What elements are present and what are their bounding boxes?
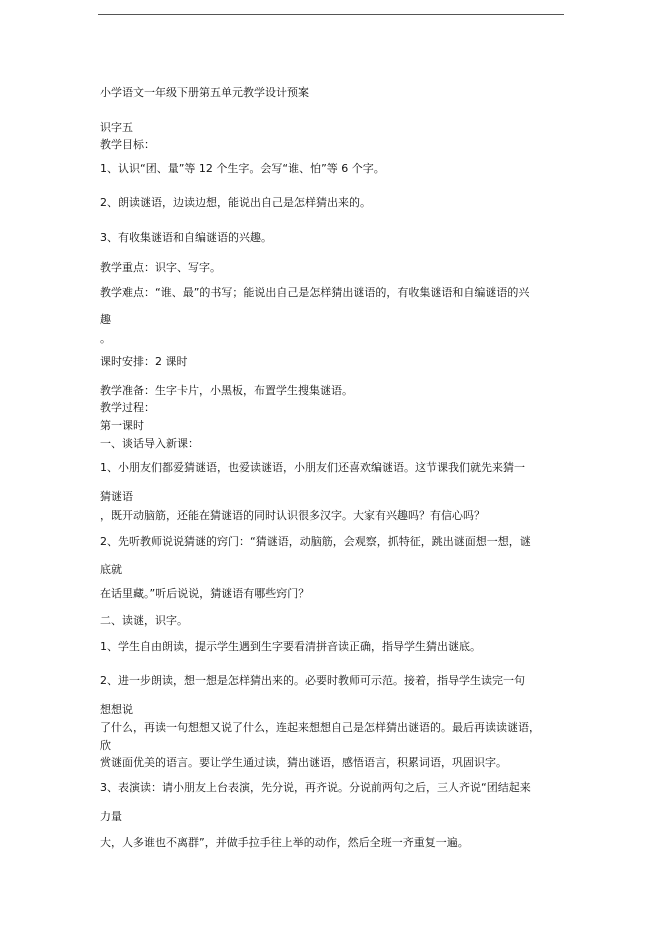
objective-3: 3、有收集谜语和自编谜语的兴趣。 bbox=[100, 231, 272, 244]
step-1-2-cont: 底就 bbox=[100, 563, 122, 576]
objective-2: 2、朗读谜语，边读边想，能说出自己是怎样猜出来的。 bbox=[100, 196, 371, 209]
preparation: 教学准备：生字卡片，小黑板，布置学生搜集谜语。 bbox=[100, 384, 353, 397]
step-2-2-cont4: 赏谜面优美的语言。要让学生通过读，猜出谜语，感悟语言，积累词语，巩固识字。 bbox=[100, 756, 507, 769]
step-2-2: 2、进一步朗读，想一想是怎样猜出来的。必要时教师可示范。接着，指导学生读完一句 bbox=[100, 674, 525, 687]
header-rule bbox=[98, 14, 564, 15]
first-period-heading: 第一课时 bbox=[100, 419, 144, 432]
step-1-1-cont: 猜谜语 bbox=[100, 490, 133, 503]
section-2-heading: 二、读谜，识字。 bbox=[100, 614, 188, 627]
step-2-2-cont: 想想说 bbox=[100, 703, 133, 716]
step-2-3-cont: 力量 bbox=[100, 810, 122, 823]
objective-1: 1、认识“团、量”等 12 个生字。会写“谁、怕”等 6 个字。 bbox=[100, 162, 385, 175]
step-1-1: 1、小朋友们都爱猜谜语，也爱读谜语，小朋友们还喜欢编谜语。这节课我们就先来猜一 bbox=[100, 461, 525, 474]
step-1-2: 2、先听教师说说猜谜的窍门：“猜谜语，动脑筋，会观察，抓特征，跳出谜面想一想，谜 bbox=[100, 535, 531, 548]
key-points: 教学重点：识字、写字。 bbox=[100, 261, 221, 274]
step-2-3-cont2: 大，人多谁也不离群”，并做手拉手往上举的动作，然后全班一齐重复一遍。 bbox=[100, 836, 469, 849]
process-heading: 教学过程： bbox=[100, 401, 155, 414]
step-2-2-cont3: 欣 bbox=[100, 739, 111, 752]
step-2-3: 3、表演读：请小朋友上台表演，先分说，再齐说。分说前两句之后，三人齐说“团结起来 bbox=[100, 781, 531, 794]
document-title: 小学语文一年级下册第五单元教学设计预案 bbox=[100, 86, 309, 99]
step-2-2-cont2: 了什么，再读一句想想又说了什么，连起来想想自己是怎样猜出谜语的。最后再读读谜语， bbox=[100, 721, 540, 734]
step-1-1-cont2: ，既开动脑筋，还能在猜谜语的同时认识很多汉字。大家有兴趣吗？有信心吗？ bbox=[100, 509, 485, 522]
step-1-2-cont2: 在话里藏。”听后说说，猜谜语有哪些窍门？ bbox=[100, 587, 310, 600]
difficulties: 教学难点：“谁、最”的书写；能说出自己是怎样猜出谜语的，有收集谜语和自编谜语的兴 bbox=[100, 286, 530, 299]
objectives-heading: 教学目标： bbox=[100, 138, 155, 151]
section-1-heading: 一、谈话导入新课： bbox=[100, 437, 199, 450]
lesson-heading: 识字五 bbox=[100, 121, 133, 134]
step-2-1: 1、学生自由朗读，提示学生遇到生字要看清拼音读正确，指导学生猜出谜底。 bbox=[100, 640, 481, 653]
schedule: 课时安排：2 课时 bbox=[100, 355, 188, 368]
difficulties-cont: 趣 bbox=[100, 313, 111, 326]
difficulties-period: 。 bbox=[100, 332, 111, 345]
